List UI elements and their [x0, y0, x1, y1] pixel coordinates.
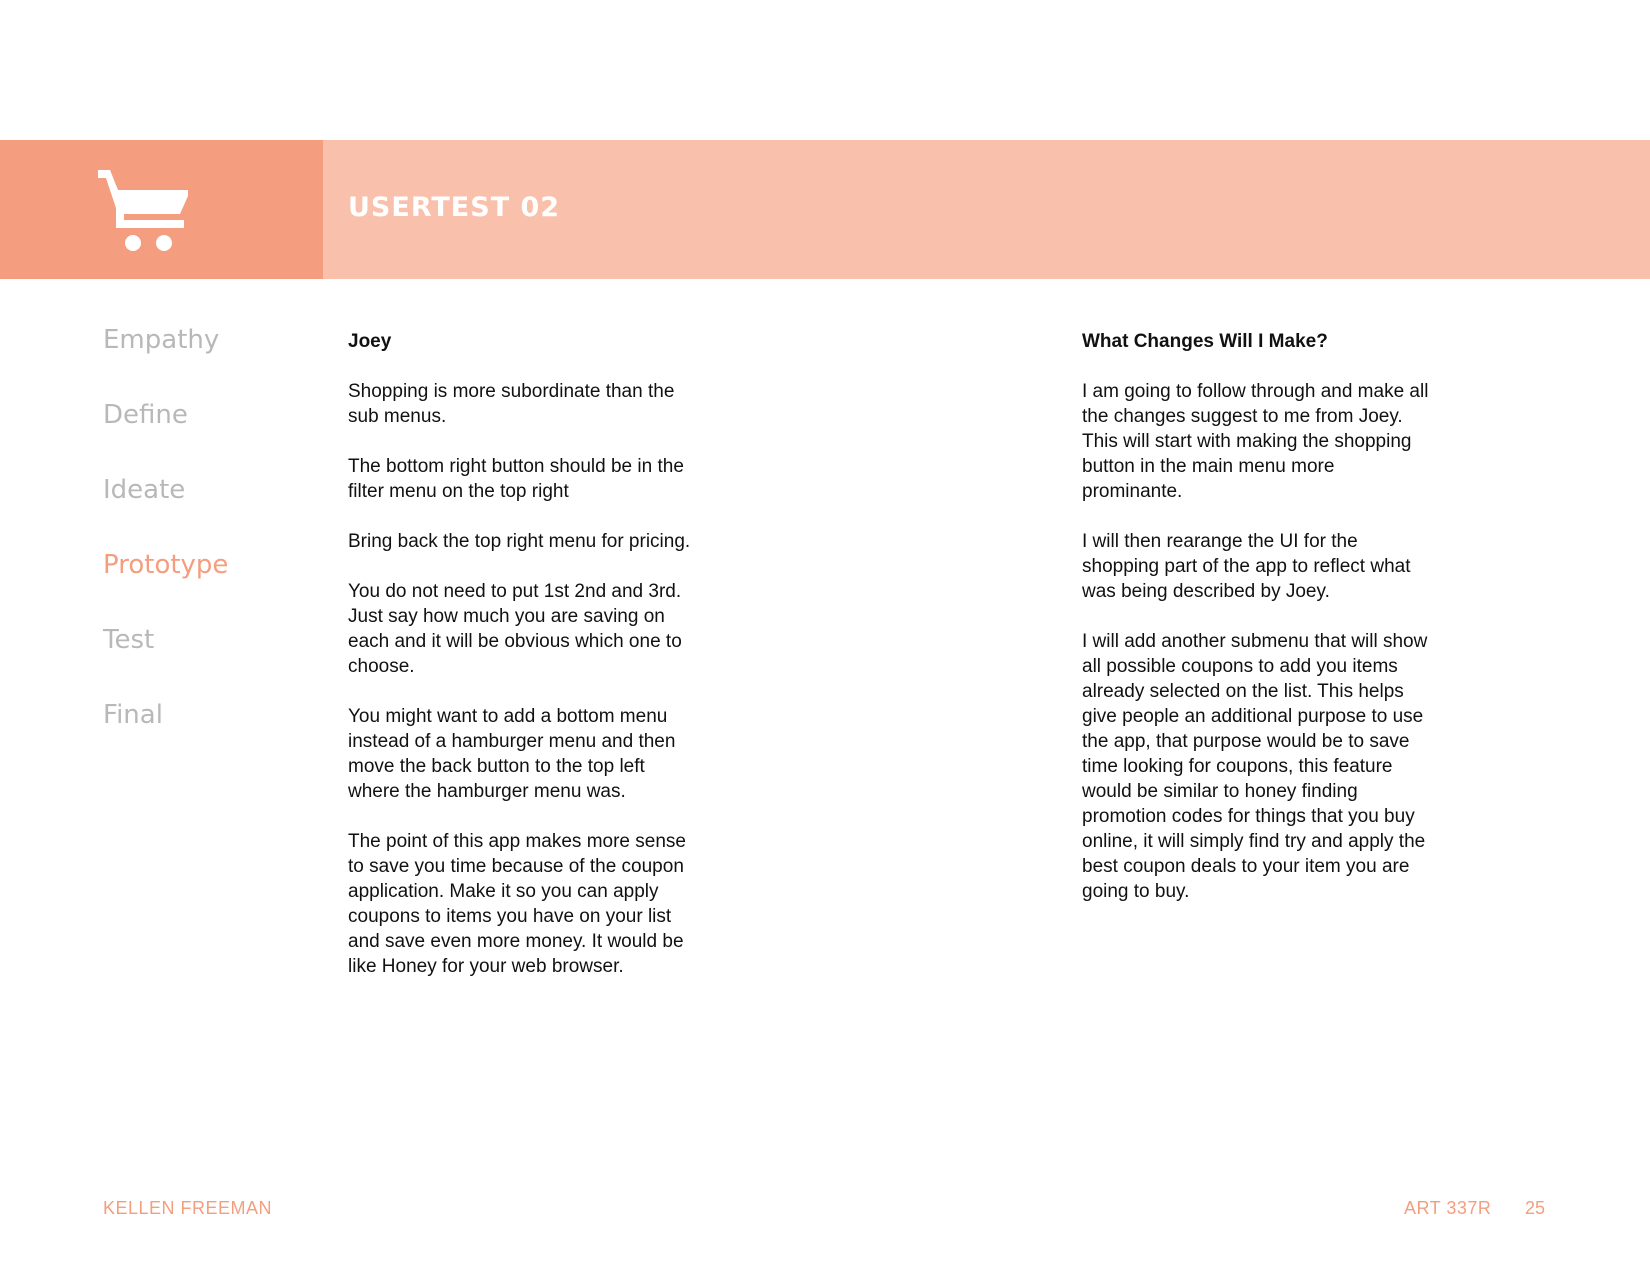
feedback-paragraph: Bring back the top right menu for pricing. — [348, 531, 691, 552]
feedback-paragraph: You might want to add a bottom menu instead of a hamburger menu and then move the back button to the top left where the hamburger menu was. — [348, 706, 676, 802]
nav-item-prototype[interactable]: Prototype — [103, 550, 229, 580]
changes-heading: What Changes Will I Make? — [1082, 331, 1328, 352]
feedback-column — [348, 329, 698, 1004]
nav-item-define[interactable]: Define — [103, 400, 188, 430]
feedback-paragraph: The point of this app makes more sense to save you time because of the coupon application. Make it so you can apply coupons to items you have on your list and save even more money. It would be like Honey for your web browser. — [348, 831, 686, 977]
nav-item-final[interactable]: Final — [103, 700, 163, 730]
nav-item-ideate[interactable]: Ideate — [103, 475, 186, 505]
shopping-cart-icon — [98, 170, 192, 254]
nav-item-test[interactable]: Test — [103, 625, 155, 655]
feedback-paragraph: The bottom right button should be in the filter menu on the top right — [348, 456, 684, 502]
changes-paragraph: I will add another submenu that will show all possible coupons to add you items already selected on the list. This helps give people an additional purpose to use the app, that purpose would be to save time looking for coupons, this feature would be similar to honey finding promotion codes for things that you buy online, it will simply find try and apply the best coupon deals to your item you are going to buy. — [1082, 631, 1428, 902]
changes-paragraph: I am going to follow through and make all the changes suggest to me from Joey. This will start with making the shopping button in the main menu more prominante. — [1082, 381, 1429, 502]
feedback-heading: Joey — [348, 331, 392, 352]
feedback-paragraph: Shopping is more subordinate than the sub menus. — [348, 381, 675, 427]
section-nav — [103, 320, 303, 770]
footer-course: ART 337R — [1404, 1198, 1492, 1218]
page-title: USERTEST 02 — [348, 192, 561, 223]
changes-paragraph: I will then rearange the UI for the shopping part of the app to reflect what was being described by Joey. — [1082, 531, 1411, 602]
nav-item-empathy[interactable]: Empathy — [103, 325, 220, 355]
feedback-paragraph: You do not need to put 1st 2nd and 3rd. Just say how much you are saving on each and it will be obvious which one to choose. — [348, 581, 682, 677]
changes-column — [1082, 329, 1437, 929]
footer-author: KELLEN FREEMAN — [103, 1198, 273, 1218]
footer-page-number: 25 — [1525, 1198, 1546, 1218]
